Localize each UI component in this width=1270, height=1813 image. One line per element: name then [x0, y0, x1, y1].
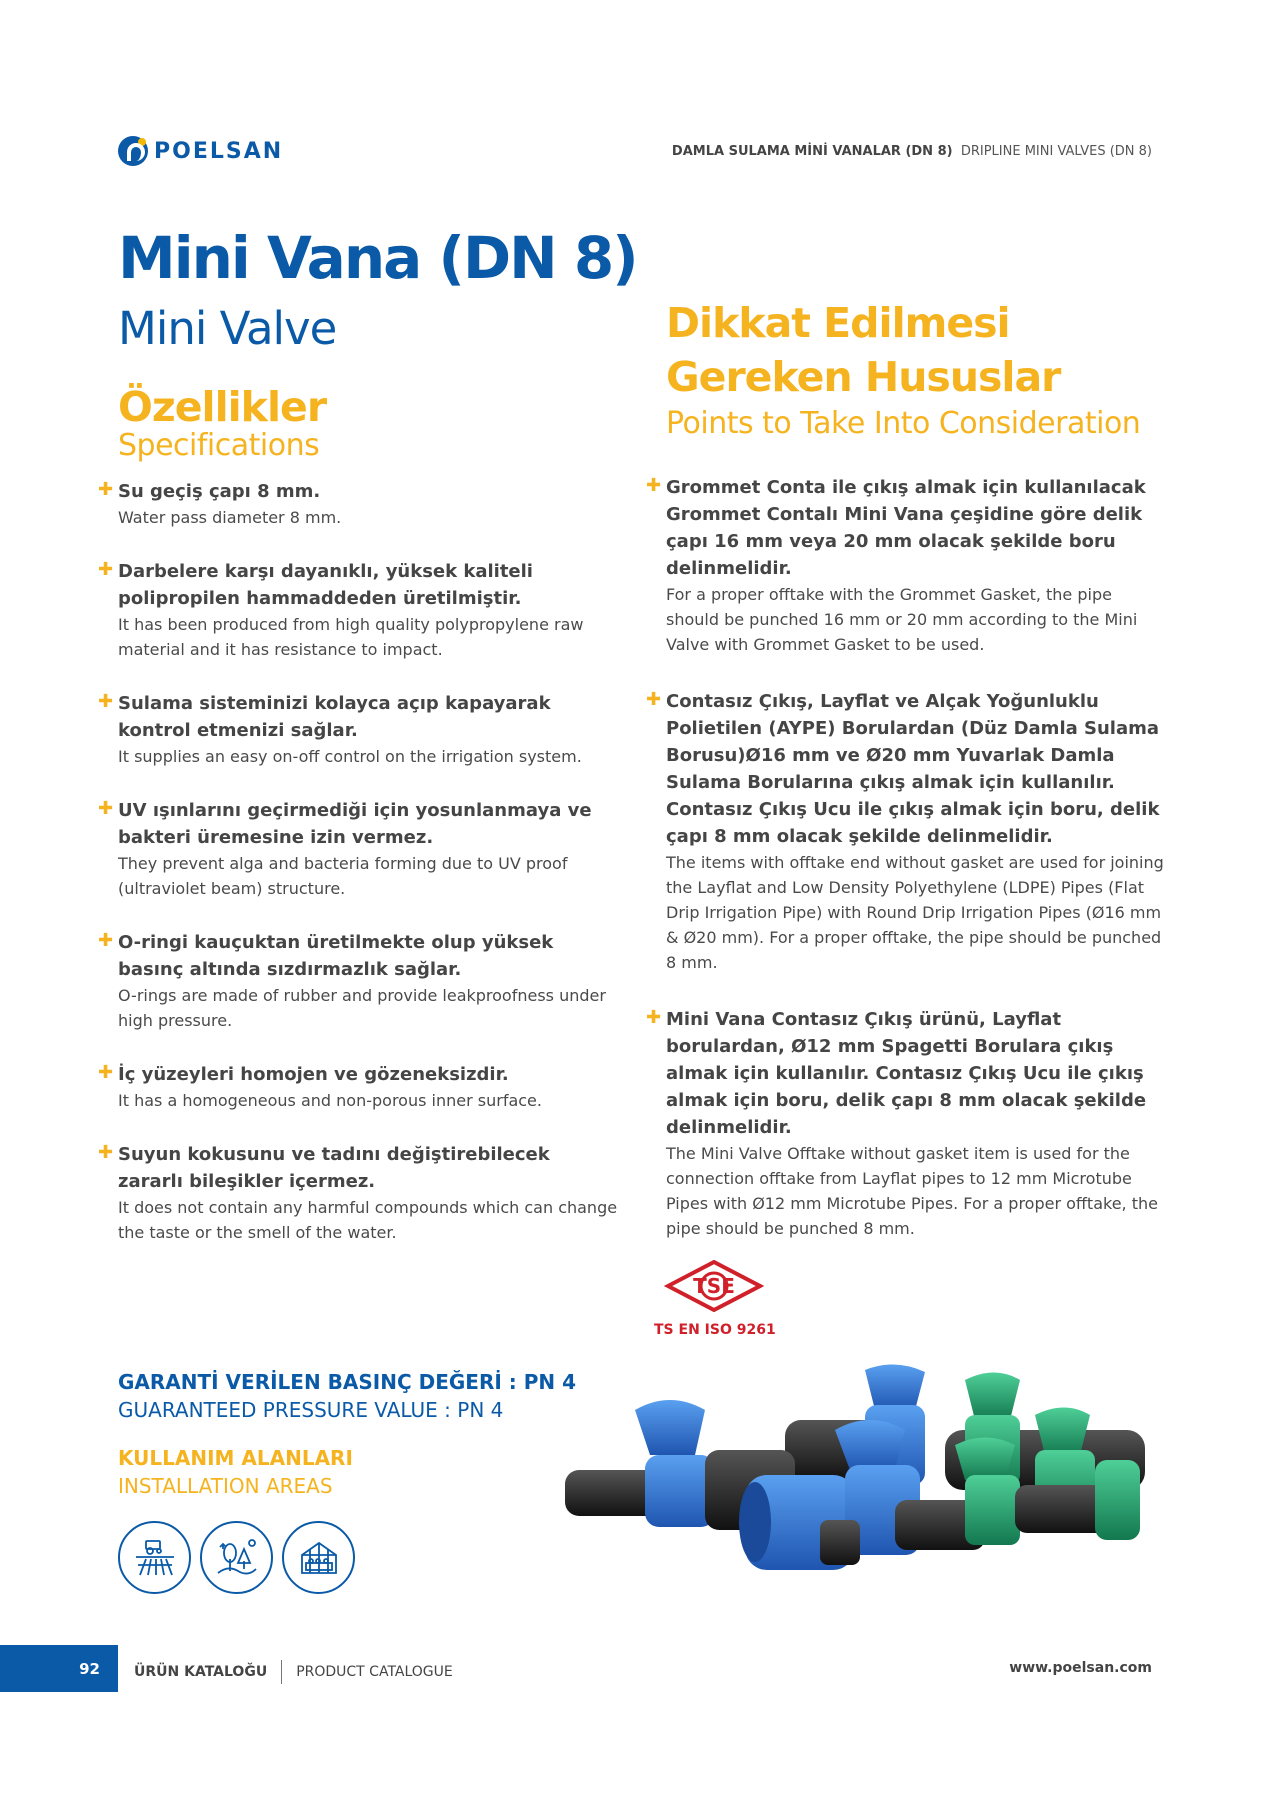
specifications-list	[98, 478, 618, 1273]
spec-item: ✚ O-ringi kauçuktan üretilmekte olup yüksek basınç altında sızdırmazlık sağlar. O-rings are made of rubber and provide leakproofness under high pressure.	[98, 930, 606, 1030]
plus-bullet-icon: ✚	[98, 559, 114, 580]
plus-bullet-icon: ✚	[98, 798, 114, 819]
installation-areas-en: INSTALLATION AREAS	[118, 1474, 333, 1498]
footer-catalog-label	[134, 1660, 453, 1684]
tse-caption: TS EN ISO 9261	[654, 1322, 776, 1338]
catalog-label-tr: ÜRÜN KATALOĞU	[134, 1664, 268, 1680]
poelsan-logo	[118, 136, 283, 166]
tse-certification	[654, 1260, 774, 1338]
spec-item: ✚ UV ışınlarını geçirmediği için yosunlanmaya ve bakteri üremesine izin vermez. They prevent alga and bacteria forming due to UV proof (ultraviolet beam) structure.	[98, 798, 592, 898]
garden-landscape-icon	[200, 1521, 273, 1594]
considerations-heading-line1: Dikkat Edilmesi	[666, 299, 1010, 347]
pressure-value	[118, 1370, 576, 1422]
installation-areas	[118, 1446, 353, 1498]
footer-divider	[281, 1660, 282, 1684]
consideration-item: ✚ Grommet Conta ile çıkış almak için kullanılacak Grommet Contalı Mini Vana çeşidine göre delik çapı 16 mm veya 20 mm olacak şekilde boru delinmelidir. For a proper offtake with the Grommet Gasket, the pipe should be punched 16 mm or 20 mm according to the Mini Valve with Grommet Gasket to be used.	[646, 475, 1146, 654]
spec-item: ✚ Sulama sisteminizi kolayca açıp kapayarak kontrol etmenizi sağlar. It supplies an easy on-off control on the irrigation system.	[98, 691, 582, 766]
plus-bullet-icon: ✚	[646, 689, 662, 710]
page-subtitle: Mini Valve	[118, 302, 337, 355]
spec-item: ✚ Darbelere karşı dayanıklı, yüksek kaliteli polipropilen hammaddeden üretilmiştir. It has been produced from high quality polypropylene raw material and it has resistance to impact.	[98, 559, 584, 659]
specifications-heading: Özellikler	[118, 383, 327, 431]
considerations-heading-line2: Gereken Hususlar	[666, 353, 1061, 401]
spec-item: ✚ Suyun kokusunu ve tadını değiştirebilecek zararlı bileşikler içermez. It does not contain any harmful compounds which can change the taste or the smell of the water.	[98, 1142, 618, 1242]
tse-logo-text: TSE	[693, 1274, 735, 1298]
installation-areas-tr: KULLANIM ALANLARI	[118, 1446, 353, 1470]
plus-bullet-icon: ✚	[98, 1062, 114, 1083]
page-title: Mini Vana (DN 8)	[118, 224, 637, 292]
plus-bullet-icon: ✚	[98, 479, 114, 500]
plus-bullet-icon: ✚	[98, 1142, 114, 1163]
installation-area-icons	[118, 1521, 355, 1594]
considerations-list	[646, 474, 1166, 1272]
poelsan-logo-icon	[118, 136, 148, 166]
section-label-tr: DAMLA SULAMA MİNİ VANALAR (DN 8)	[671, 144, 953, 159]
page-number: 92	[0, 1645, 118, 1692]
logo-text: POELSAN	[154, 138, 284, 164]
plus-bullet-icon: ✚	[646, 1007, 662, 1028]
specifications-subheading: Specifications	[118, 428, 320, 463]
consideration-item: ✚ Contasız Çıkış, Layflat ve Alçak Yoğunluklu Polietilen (AYPE) Borulardan (Düz Damla Sulama Borusu)Ø16 mm ve Ø20 mm Yuvarlak Damla Sulama Borularına çıkış almak için kullanılır. Contasız Çıkış Ucu ile çıkış almak için boru, delik çapı 8 mm olacak şekilde delinmelidir. The items with offtake end without gasket are used for joining the Layflat and Low Density Polyethylene (LDPE) Pipes (Flat Drip Irrigation Pipe) with Round Drip Irrigation Pipes (Ø16 mm & Ø20 mm). For a proper offtake, the pipe should be punched 8 mm.	[646, 689, 1164, 972]
consideration-item: ✚ Mini Vana Contasız Çıkış ürünü, Layflat borulardan, Ø12 mm Spagetti Borulara çıkış almak için kullanılır. Contasız Çıkış Ucu ile çıkış almak için boru, delik çapı 8 mm olacak şekilde delinmelidir. The Mini Valve Offtake without gasket item is used for the connection offtake from Layflat pipes to 12 mm Microtube Pipes with Ø12 mm Microtube Pipes. For a proper offtake, the pipe should be punched 8 mm.	[646, 1007, 1158, 1238]
plus-bullet-icon: ✚	[646, 475, 662, 496]
considerations-subheading: Points to Take Into Consideration	[666, 406, 1141, 441]
page-section-label	[672, 144, 1152, 159]
mini-valves-product-image	[565, 1360, 1175, 1580]
spec-item: ✚ Su geçiş çapı 8 mm. Water pass diameter 8 mm.	[98, 479, 342, 527]
plus-bullet-icon: ✚	[98, 930, 114, 951]
pressure-value-en: GUARANTEED PRESSURE VALUE : PN 4	[118, 1398, 504, 1422]
tse-logo-icon	[664, 1260, 764, 1312]
plus-bullet-icon: ✚	[98, 691, 114, 712]
pressure-value-tr: GARANTİ VERİLEN BASINÇ DEĞERİ : PN 4	[118, 1370, 576, 1394]
greenhouse-icon	[282, 1521, 355, 1594]
spec-item: ✚ İç yüzeyleri homojen ve gözeneksizdir. It has a homogeneous and non-porous inner surface.	[98, 1062, 542, 1110]
website-link[interactable]: www.poelsan.com	[1009, 1660, 1152, 1676]
section-label-en: DRIPLINE MINI VALVES (DN 8)	[960, 144, 1152, 159]
catalog-label-en: PRODUCT CATALOGUE	[296, 1664, 453, 1680]
field-irrigation-icon	[118, 1521, 191, 1594]
